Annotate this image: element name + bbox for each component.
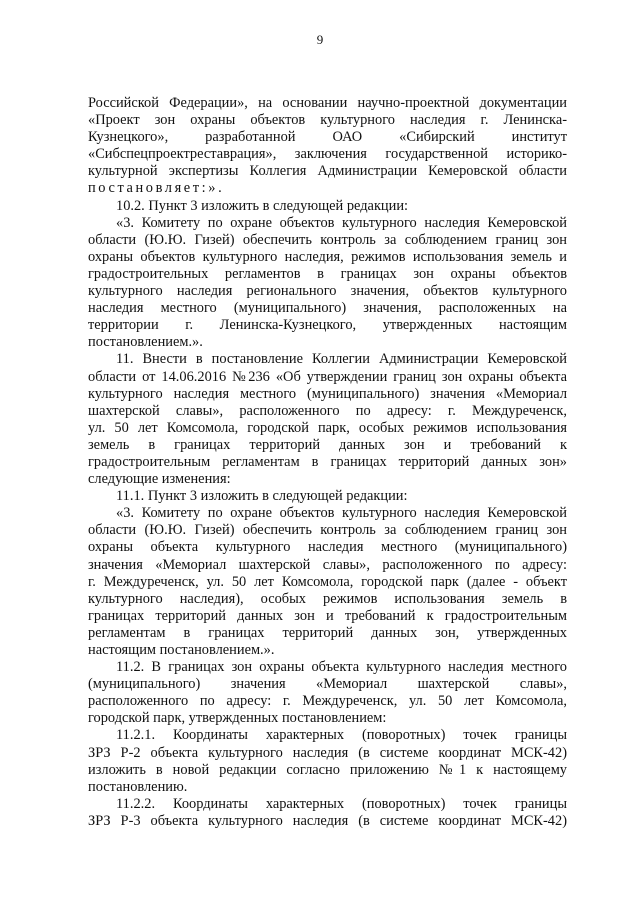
text-line: ЗРЗ Р-3 объекта культурного наследия (в системе координат МСК-42)	[88, 812, 567, 829]
text-line: культурного наследия регионального значения, объектов культурного	[88, 283, 567, 300]
text-line: охраны объектов культурного наследия, режимов использования земель и	[88, 248, 567, 265]
text-line: постановлению.	[88, 778, 188, 795]
text-line: Кузнецкого», разработанной ОАО «Сибирский институт	[88, 129, 567, 146]
text-line: «Сибспецпроектреставрация», заключения государственной историко-	[88, 146, 567, 163]
text-line: территории г. Ленинска-Кузнецкого, утвержденных настоящим	[88, 317, 567, 334]
text-line: области (Ю.Ю. Гизей) обеспечить контроль за соблюдением границ зон	[88, 522, 567, 539]
text-line: регламентам в границах территорий данных зон, утвержденных	[88, 624, 567, 641]
text-line: значения «Мемориал шахтерской славы», расположенного по адресу:	[88, 556, 567, 573]
text-line: 10.2. Пункт 3 изложить в следующей редакции:	[116, 197, 409, 214]
text-line: 11.2. В границах зон охраны объекта культурного наследия местного	[116, 659, 567, 676]
text-line: шахтерской славы», расположенного по адресу: г. Междуреченск,	[88, 402, 567, 419]
text-line: 11.1. Пункт 3 изложить в следующей редакции:	[116, 488, 408, 505]
text-line: охраны объекта культурного наследия местного (муниципального)	[88, 539, 567, 556]
text-line: границах территорий данных зон и требований к градостроительным	[88, 607, 567, 624]
text-line: градостроительных регламентов в границах зон охраны объектов	[88, 265, 567, 282]
text-line: 11.2.1. Координаты характерных (поворотных) точек границы	[116, 727, 567, 744]
text-line: следующие изменения:	[88, 471, 231, 488]
text-line: культурного наследия местного (муниципального) значения «Мемориал	[88, 385, 567, 402]
text-line: постановлением.».	[88, 334, 203, 351]
text-line: Российской Федерации», на основании научно-проектной документации	[88, 95, 567, 111]
text-line: земель в границах территорий данных зон и требований к	[88, 436, 567, 453]
text-line: культурного наследия), особых режимов использования земель в	[88, 590, 567, 607]
text-line: наследия местного (муниципального) значения, расположенных на	[88, 300, 567, 317]
document-body	[88, 95, 567, 830]
text-line: городской парк, утвержденных постановлением:	[88, 710, 387, 727]
text-line: области от 14.06.2016 №236 «Об утверждении границ зон охраны объекта	[88, 368, 567, 385]
text-line: расположенного по адресу: г. Междуреченск, ул. 50 лет Комсомола,	[88, 693, 567, 710]
text-line: 11.2.2. Координаты характерных (поворотных) точек границы	[116, 795, 567, 812]
text-line: 11. Внести в постановление Коллегии Администрации Кемеровской	[116, 351, 567, 368]
text-line: «Проект зон охраны объектов культурного наследия г. Ленинска-	[88, 112, 567, 129]
text-line: (муниципального) значения «Мемориал шахтерской славы»,	[88, 676, 567, 693]
text-line: градостроительным регламентам в границах территорий данных зон»	[88, 453, 567, 470]
text-line: постановляет:».	[88, 180, 225, 197]
text-line: настоящим постановлением.».	[88, 642, 275, 658]
text-line: ул. 50 лет Комсомола, городской парк, особых режимов использования	[88, 419, 567, 436]
text-line: «3. Комитету по охране объектов культурного наследия Кемеровской	[116, 505, 567, 522]
text-line: г. Междуреченск, ул. 50 лет Комсомола, городской парк (далее - объект	[88, 573, 567, 590]
text-line: области (Ю.Ю. Гизей) обеспечить контроль за соблюдением границ зон	[88, 231, 567, 248]
page-number: 9	[316, 32, 324, 47]
text-line: ЗРЗ Р-2 объекта культурного наследия (в системе координат МСК-42)	[88, 744, 567, 761]
text-line: «3. Комитету по охране объектов культурного наследия Кемеровской	[116, 214, 567, 231]
text-line: культурной экспертизы Коллегия Администрации Кемеровской области	[88, 163, 567, 180]
text-line: изложить в новой редакции согласно приложению №1 к настоящему	[88, 761, 567, 778]
